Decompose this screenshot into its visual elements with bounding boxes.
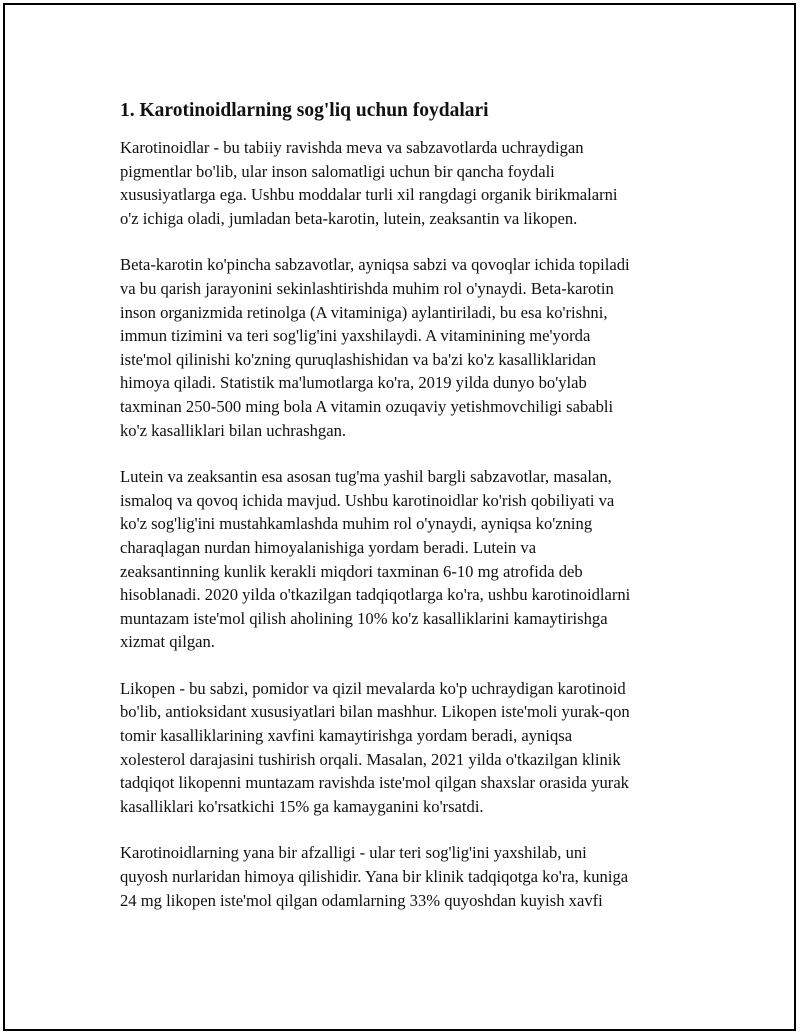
document-page (3, 3, 796, 1031)
text-line: immun tizimini va teri sog'lig'ini yaxshilaydi. A vitaminining me'yorda (120, 326, 591, 346)
text-line: Lutein va zeaksantin esa asosan tug'ma yashil bargli sabzavotlar, masalan, (120, 467, 612, 487)
text-line: zeaksantinning kunlik kerakli miqdori taxminan 6-10 mg atrofida deb (120, 561, 583, 581)
text-line: charaqlagan nurdan himoyalanishiga yordam beradi. Lutein va (120, 537, 537, 557)
text-line: muntazam iste'mol qilish aholining 10% ko'z kasalliklarini kamaytirishga (120, 608, 608, 628)
text-line: o'z ichiga oladi, jumladan beta-karotin, lutein, zeaksantin va likopen. (120, 208, 578, 228)
paragraph-intro (120, 136, 700, 230)
paragraph-beta-carotene (120, 253, 700, 442)
text-line: pigmentlar bo'lib, ular inson salomatligi uchun bir qancha foydali (120, 161, 555, 181)
text-line: quyosh nurlaridan himoya qilishidir. Yana bir klinik tadqiqotga ko'ra, kuniga (120, 867, 629, 887)
text-line: 24 mg likopen iste'mol qilgan odamlarning 33% quyoshdan kuyish xavfi (120, 890, 603, 910)
text-line: va bu qarish jarayonini sekinlashtirishda muhim rol o'ynaydi. Beta-karotin (120, 278, 614, 298)
text-line: bo'lib, antioksidant xususiyatlari bilan mashhur. Likopen iste'moli yurak-qon (120, 702, 630, 722)
paragraph-skin-health (120, 841, 700, 912)
text-line: ko'z kasalliklari bilan uchrashgan. (120, 420, 347, 440)
paragraph-lycopene (120, 677, 700, 819)
text-line: himoya qiladi. Statistik ma'lumotlarga ko'ra, 2019 yilda dunyo bo'ylab (120, 373, 587, 393)
text-line: xizmat qilgan. (120, 632, 215, 652)
paragraph-lutein (120, 465, 700, 654)
text-line: ismaloq va qovoq ichida mavjud. Ushbu karotinoidlar ko'rish qobiliyati va (120, 490, 615, 510)
text-line: xususiyatlarga ega. Ushbu moddalar turli xil rangdagi organik birikmalarni (120, 185, 618, 205)
text-line: Beta-karotin ko'pincha sabzavotlar, ayniqsa sabzi va qovoqlar ichida topiladi (120, 255, 630, 275)
text-line: tadqiqot likopenni muntazam ravishda iste'mol qilgan shaxslar orasida yurak (120, 773, 629, 793)
text-line: tomir kasalliklarining xavfini kamaytirishga yordam beradi, ayniqsa (120, 726, 573, 746)
text-line: kasalliklari ko'rsatkichi 15% ga kamayganini ko'rsatdi. (120, 796, 484, 816)
text-line: Karotinoidlarning yana bir afzalligi - ular teri sog'lig'ini yaxshilab, uni (120, 843, 587, 863)
text-line: Likopen - bu sabzi, pomidor va qizil mevalarda ko'p uchraydigan karotinoid (120, 678, 626, 698)
text-line: xolesterol darajasini tushirish orqali. Masalan, 2021 yilda o'tkazilgan klinik (120, 749, 621, 769)
section-heading: 1. Karotinoidlarning sog'liq uchun foydalari (120, 100, 489, 121)
text-line: inson organizmida retinolga (A vitaminiga) aylantiriladi, bu esa ko'rishni, (120, 302, 608, 322)
text-line: iste'mol qilinishi ko'zning quruqlashishidan va ba'zi ko'z kasalliklaridan (120, 349, 597, 369)
text-line: hisoblanadi. 2020 yilda o'tkazilgan tadqiqotlarga ko'ra, ushbu karotinoidlarni (120, 585, 631, 605)
text-line: Karotinoidlar - bu tabiiy ravishda meva va sabzavotlarda uchraydigan (120, 138, 584, 157)
document-content (120, 98, 700, 935)
text-line: taxminan 250-500 ming bola A vitamin ozuqaviy yetishmovchiligi sababli (120, 396, 614, 416)
text-line: ko'z sog'lig'ini mustahkamlashda muhim rol o'ynaydi, ayniqsa ko'zning (120, 514, 593, 534)
